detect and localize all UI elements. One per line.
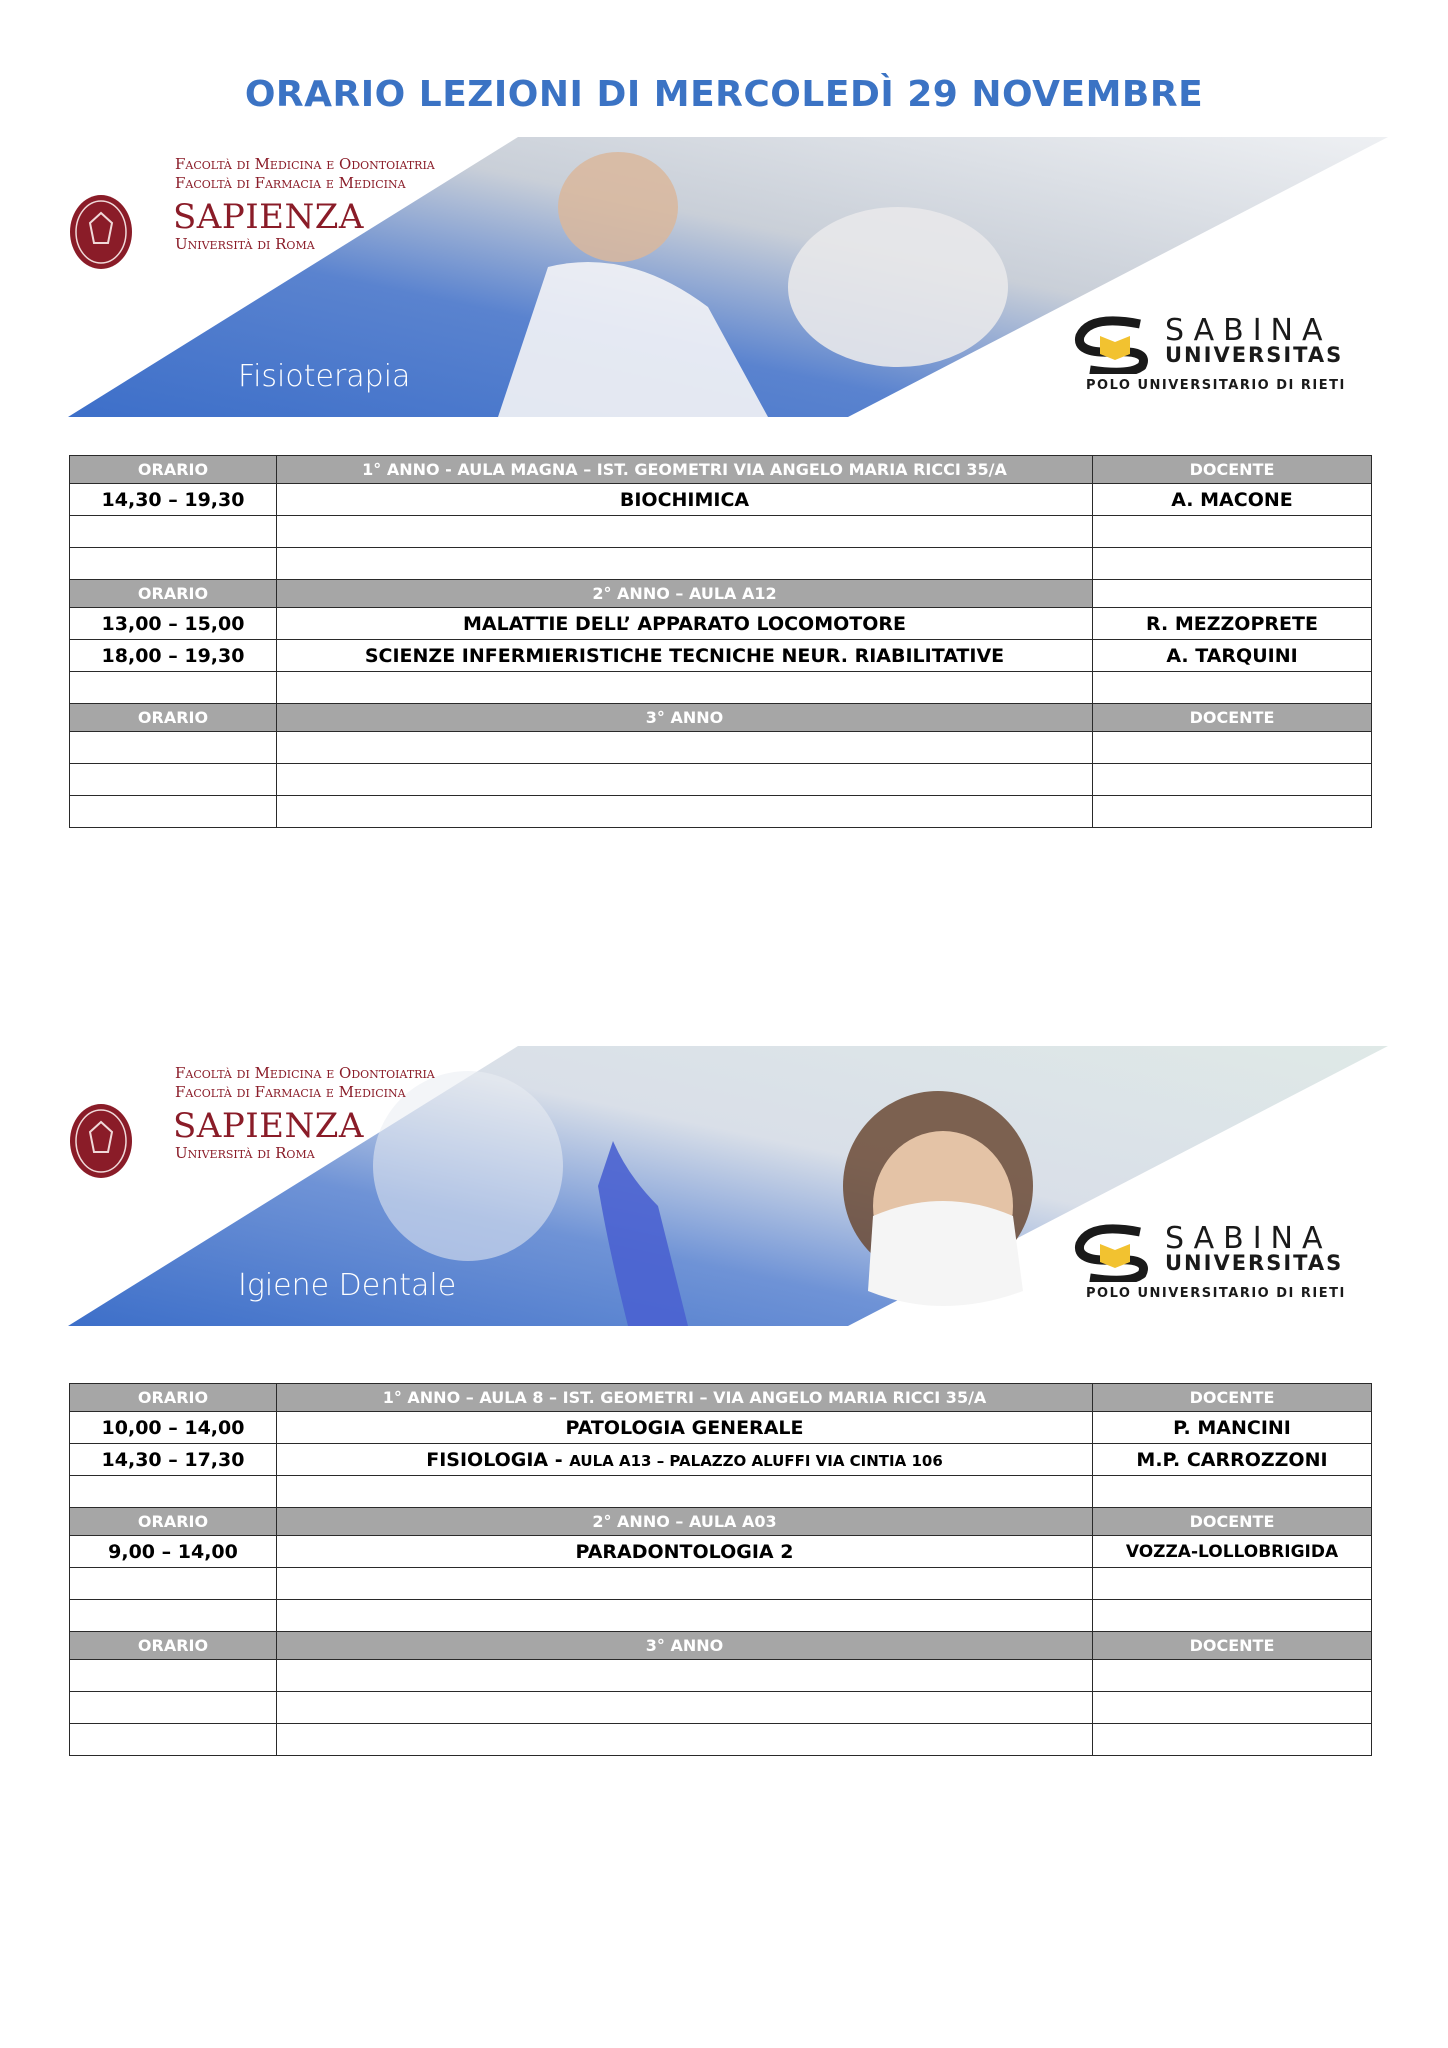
subject-cell <box>277 1660 1093 1692</box>
time-cell: 14,30 – 17,30 <box>70 1444 277 1476</box>
table-header <box>70 1632 1372 1660</box>
table-row <box>70 732 1372 764</box>
subject-cell <box>277 548 1093 580</box>
table-header <box>70 1508 1372 1536</box>
header-cell: ORARIO <box>70 704 277 732</box>
course-title: Fisioterapia <box>238 359 411 394</box>
header-cell: 3° ANNO <box>277 704 1093 732</box>
table-row <box>70 640 1372 672</box>
sabina-polo: POLO UNIVERSITARIO DI RIETI <box>1086 1286 1346 1301</box>
teacher-cell <box>1093 1692 1372 1724</box>
table-row <box>70 1476 1372 1508</box>
table-row <box>70 796 1372 828</box>
schedule-table-fisioterapia <box>69 455 1372 828</box>
subject-cell <box>277 1600 1093 1632</box>
subject-cell <box>277 796 1093 828</box>
teacher-cell <box>1093 1568 1372 1600</box>
subject-cell <box>277 1444 1093 1476</box>
university-label: Università di Roma <box>175 235 315 253</box>
sapienza-seal-icon <box>68 1102 134 1180</box>
time-cell <box>70 1724 277 1756</box>
header-cell: 1° ANNO – AULA 8 – IST. GEOMETRI – VIA ANGELO MARIA RICCI 35/A <box>277 1384 1093 1412</box>
schedule-table-igiene-dentale <box>69 1383 1372 1756</box>
table-row <box>70 484 1372 516</box>
subject-cell <box>277 732 1093 764</box>
table-row <box>70 1600 1372 1632</box>
header-cell: ORARIO <box>70 1632 277 1660</box>
header-cell: 1° ANNO - AULA MAGNA – IST. GEOMETRI VIA ANGELO MARIA RICCI 35/A <box>277 456 1093 484</box>
time-cell: 10,00 – 14,00 <box>70 1412 277 1444</box>
teacher-cell: P. MANCINI <box>1093 1412 1372 1444</box>
teacher-cell: R. MEZZOPRETE <box>1093 608 1372 640</box>
header-cell: 3° ANNO <box>277 1632 1093 1660</box>
sabina-polo: POLO UNIVERSITARIO DI RIETI <box>1086 378 1346 393</box>
header-cell <box>1093 580 1372 608</box>
course-title: Igiene Dentale <box>238 1268 457 1303</box>
sapienza-wordmark: SAPIENZA <box>173 1106 364 1146</box>
table-header <box>70 704 1372 732</box>
header-cell: 2° ANNO – AULA A12 <box>277 580 1093 608</box>
table-header <box>70 1384 1372 1412</box>
table-header <box>70 580 1372 608</box>
time-cell <box>70 732 277 764</box>
page-title: ORARIO LEZIONI DI MERCOLEDÌ 29 NOVEMBRE <box>244 74 1204 115</box>
table-row <box>70 1536 1372 1568</box>
time-cell <box>70 672 277 704</box>
teacher-cell <box>1093 1600 1372 1632</box>
header-cell: DOCENTE <box>1093 704 1372 732</box>
teacher-cell: A. TARQUINI <box>1093 640 1372 672</box>
table-row <box>70 1660 1372 1692</box>
time-cell: 18,00 – 19,30 <box>70 640 277 672</box>
time-cell: 13,00 – 15,00 <box>70 608 277 640</box>
sabina-name: SABINA <box>1165 1221 1332 1256</box>
teacher-cell <box>1093 732 1372 764</box>
subject-cell <box>277 1476 1093 1508</box>
header-cell: ORARIO <box>70 580 277 608</box>
subject-cell: SCIENZE INFERMIERISTICHE TECNICHE NEUR. RIABILITATIVE <box>277 640 1093 672</box>
table-row <box>70 764 1372 796</box>
table-row <box>70 1412 1372 1444</box>
sabina-sub: UNIVERSITAS <box>1165 1251 1344 1275</box>
time-cell <box>70 1568 277 1600</box>
table-row <box>70 1724 1372 1756</box>
teacher-cell <box>1093 548 1372 580</box>
time-cell <box>70 548 277 580</box>
time-cell <box>70 1476 277 1508</box>
subject-cell <box>277 1568 1093 1600</box>
subject-cell <box>277 672 1093 704</box>
sabina-logo-2 <box>1070 1220 1390 1310</box>
table-row <box>70 672 1372 704</box>
header-cell: ORARIO <box>70 1508 277 1536</box>
table-row <box>70 1692 1372 1724</box>
header-cell: DOCENTE <box>1093 1508 1372 1536</box>
university-label: Università di Roma <box>175 1144 315 1162</box>
table-row <box>70 608 1372 640</box>
time-cell <box>70 516 277 548</box>
sabina-name: SABINA <box>1165 313 1332 348</box>
faculty-label-2: Facoltà di Farmacia e Medicina <box>175 174 406 192</box>
teacher-cell: A. MACONE <box>1093 484 1372 516</box>
subject-cell: MALATTIE DELL’ APPARATO LOCOMOTORE <box>277 608 1093 640</box>
room-note: AULA A13 – PALAZZO ALUFFI VIA CINTIA 106 <box>569 1451 943 1470</box>
time-cell <box>70 1692 277 1724</box>
faculty-label-1: Facoltà di Medicina e Odontoiatria <box>175 1064 435 1082</box>
subject-cell: BIOCHIMICA <box>277 484 1093 516</box>
teacher-cell <box>1093 1660 1372 1692</box>
header-cell: DOCENTE <box>1093 456 1372 484</box>
sabina-sub: UNIVERSITAS <box>1165 343 1344 367</box>
table-row <box>70 1568 1372 1600</box>
table-row <box>70 516 1372 548</box>
sabina-s-icon <box>1070 1222 1160 1282</box>
teacher-cell <box>1093 796 1372 828</box>
teacher-cell: M.P. CARROZZONI <box>1093 1444 1372 1476</box>
header-cell: DOCENTE <box>1093 1632 1372 1660</box>
table-row <box>70 1444 1372 1476</box>
time-cell: 14,30 – 19,30 <box>70 484 277 516</box>
teacher-cell <box>1093 1724 1372 1756</box>
teacher-cell <box>1093 764 1372 796</box>
header-cell: ORARIO <box>70 1384 277 1412</box>
subject-text: FISIOLOGIA - <box>426 1448 570 1471</box>
teacher-cell <box>1093 1476 1372 1508</box>
subject-cell <box>277 516 1093 548</box>
subject-cell: PARADONTOLOGIA 2 <box>277 1536 1093 1568</box>
sabina-logo-1 <box>1070 312 1390 402</box>
time-cell <box>70 1660 277 1692</box>
header-cell: 2° ANNO – AULA A03 <box>277 1508 1093 1536</box>
teacher-cell <box>1093 672 1372 704</box>
sapienza-seal-icon <box>68 193 134 271</box>
time-cell <box>70 764 277 796</box>
faculty-label-2: Facoltà di Farmacia e Medicina <box>175 1083 406 1101</box>
subject-cell <box>277 1724 1093 1756</box>
time-cell: 9,00 – 14,00 <box>70 1536 277 1568</box>
subject-cell <box>277 1692 1093 1724</box>
subject-cell: PATOLOGIA GENERALE <box>277 1412 1093 1444</box>
header-cell: ORARIO <box>70 456 277 484</box>
time-cell <box>70 796 277 828</box>
header-cell: DOCENTE <box>1093 1384 1372 1412</box>
time-cell <box>70 1600 277 1632</box>
sabina-s-icon <box>1070 314 1160 374</box>
table-header <box>70 456 1372 484</box>
table-row <box>70 548 1372 580</box>
sapienza-wordmark: SAPIENZA <box>173 197 364 237</box>
faculty-label-1: Facoltà di Medicina e Odontoiatria <box>175 155 435 173</box>
subject-cell <box>277 764 1093 796</box>
teacher-cell: VOZZA-LOLLOBRIGIDA <box>1093 1536 1372 1568</box>
teacher-cell <box>1093 516 1372 548</box>
